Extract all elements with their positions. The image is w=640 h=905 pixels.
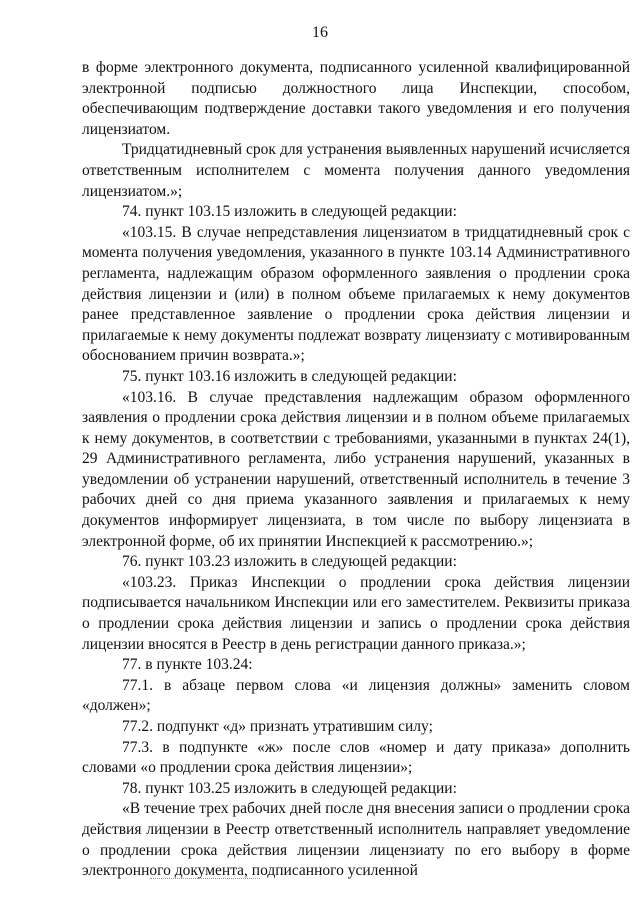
paragraph-quote-103-16: «103.16. В случае представления надлежащим образом оформленного заявления о продлении срока действия лицензии и в полном объеме прилагаемых к нему документов, в соответствии с требованиями, указанными в пунктах 24(1), 29 Административного регламента, либо устранения нарушений, указанных в уведомлении об устранении нарушений, ответственный исполнитель в течение 3 рабочих дней со дня приема указанного заявления и прилагаемых к нему документов информирует лицензиата, в том числе по выбору лицензиата в электронной форме, об их принятии Инспекцией к рассмотрению.»; <box>82 388 630 550</box>
scan-artifact-line <box>150 878 260 879</box>
amendment-item-77-3: 77.3. в подпункте «ж» после слов «номер и дату приказа» дополнить словами «о продлении срока действия лицензии»; <box>82 738 630 777</box>
amendment-item-74: 74. пункт 103.15 изложить в следующей редакции: <box>122 203 457 221</box>
page-number: 16 <box>312 24 328 41</box>
paragraph-continuation: в форме электронного документа, подписанного усиленной квалифицированной электронной подписью должностного лица Инспекции, способом, обеспечивающим подтверждение доставки такого уведомления и его получения лицензиатом. <box>82 59 630 138</box>
amendment-item-77: 77. в пункте 103.24: <box>122 656 253 674</box>
paragraph-quote-103-15: «103.15. В случае непредставления лицензиатом в тридцатидневный срок с момента получения уведомления, указанного в пункте 103.14 Административного регламента, надлежащим образом оформленного заявления о продлении срока действия лицензии и (или) в полном объеме прилагаемых к нему документов ранее представленное заявление о продлении срока действия лицензии и прилагаемые к нему документы подлежат возврату лицензиату с мотивированным обоснованием причин возврата.»; <box>82 223 630 365</box>
paragraph: Тридцатидневный срок для устранения выявленных нарушений исчисляется ответственным исполнителем с момента получения данного уведомления лицензиатом.»; <box>82 141 630 200</box>
amendment-item-75: 75. пункт 103.16 изложить в следующей редакции: <box>122 367 457 385</box>
amendment-item-77-2: 77.2. подпункт «д» признать утратившим силу; <box>122 718 433 735</box>
paragraph-quote-103-25: «В течение трех рабочих дней после дня внесения записи о продлении срока действия лицензии в Реестр ответственный исполнитель направляет уведомление о продлении срока действия лицензии лицензиату по его выбору в форме электронного документа, подписанного усиленной <box>82 800 630 880</box>
paragraph-quote-103-23: «103.23. Приказ Инспекции о продлении срока действия лицензии подписывается начальником Инспекции или его заместителем. Реквизиты приказа о продлении срока действия лицензии и запись о продлении срока действия лицензии вносятся в Реестр в день регистрации данного приказа.»; <box>82 573 630 653</box>
amendment-item-78: 78. пункт 103.25 изложить в следующей редакции: <box>122 779 457 797</box>
amendment-item-76: 76. пункт 103.23 изложить в следующей редакции: <box>122 553 457 571</box>
document-body <box>82 58 630 882</box>
amendment-item-77-1: 77.1. в абзаце первом слова «и лицензия должны» заменить словом «должен»; <box>82 676 630 715</box>
